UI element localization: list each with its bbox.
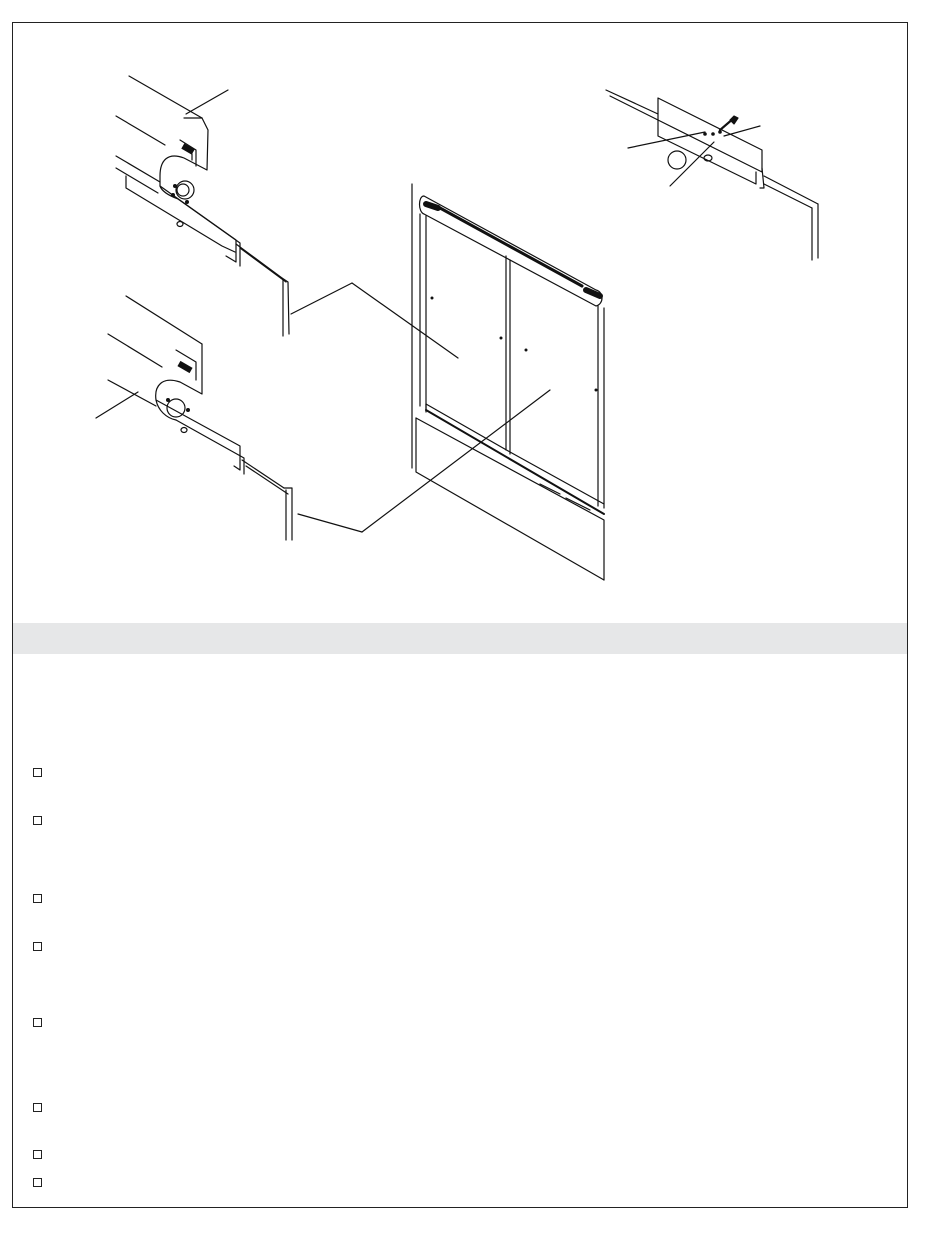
checklist-checkbox[interactable] bbox=[33, 816, 42, 825]
checklist-checkbox[interactable] bbox=[33, 1178, 42, 1187]
section-header-band bbox=[13, 623, 907, 654]
checklist-checkbox[interactable] bbox=[33, 1150, 42, 1159]
checklist-checkbox[interactable] bbox=[33, 894, 42, 903]
lower-end-cap-detail bbox=[96, 296, 362, 540]
checklist-checkbox[interactable] bbox=[33, 1103, 42, 1112]
checklist-checkbox[interactable] bbox=[33, 942, 42, 951]
sliding-door-assembly bbox=[352, 184, 604, 580]
wall-bracket-detail bbox=[606, 90, 818, 260]
checklist-checkbox[interactable] bbox=[33, 1018, 42, 1027]
header-end-cap-detail bbox=[116, 76, 352, 336]
checklist-checkbox[interactable] bbox=[33, 768, 42, 777]
